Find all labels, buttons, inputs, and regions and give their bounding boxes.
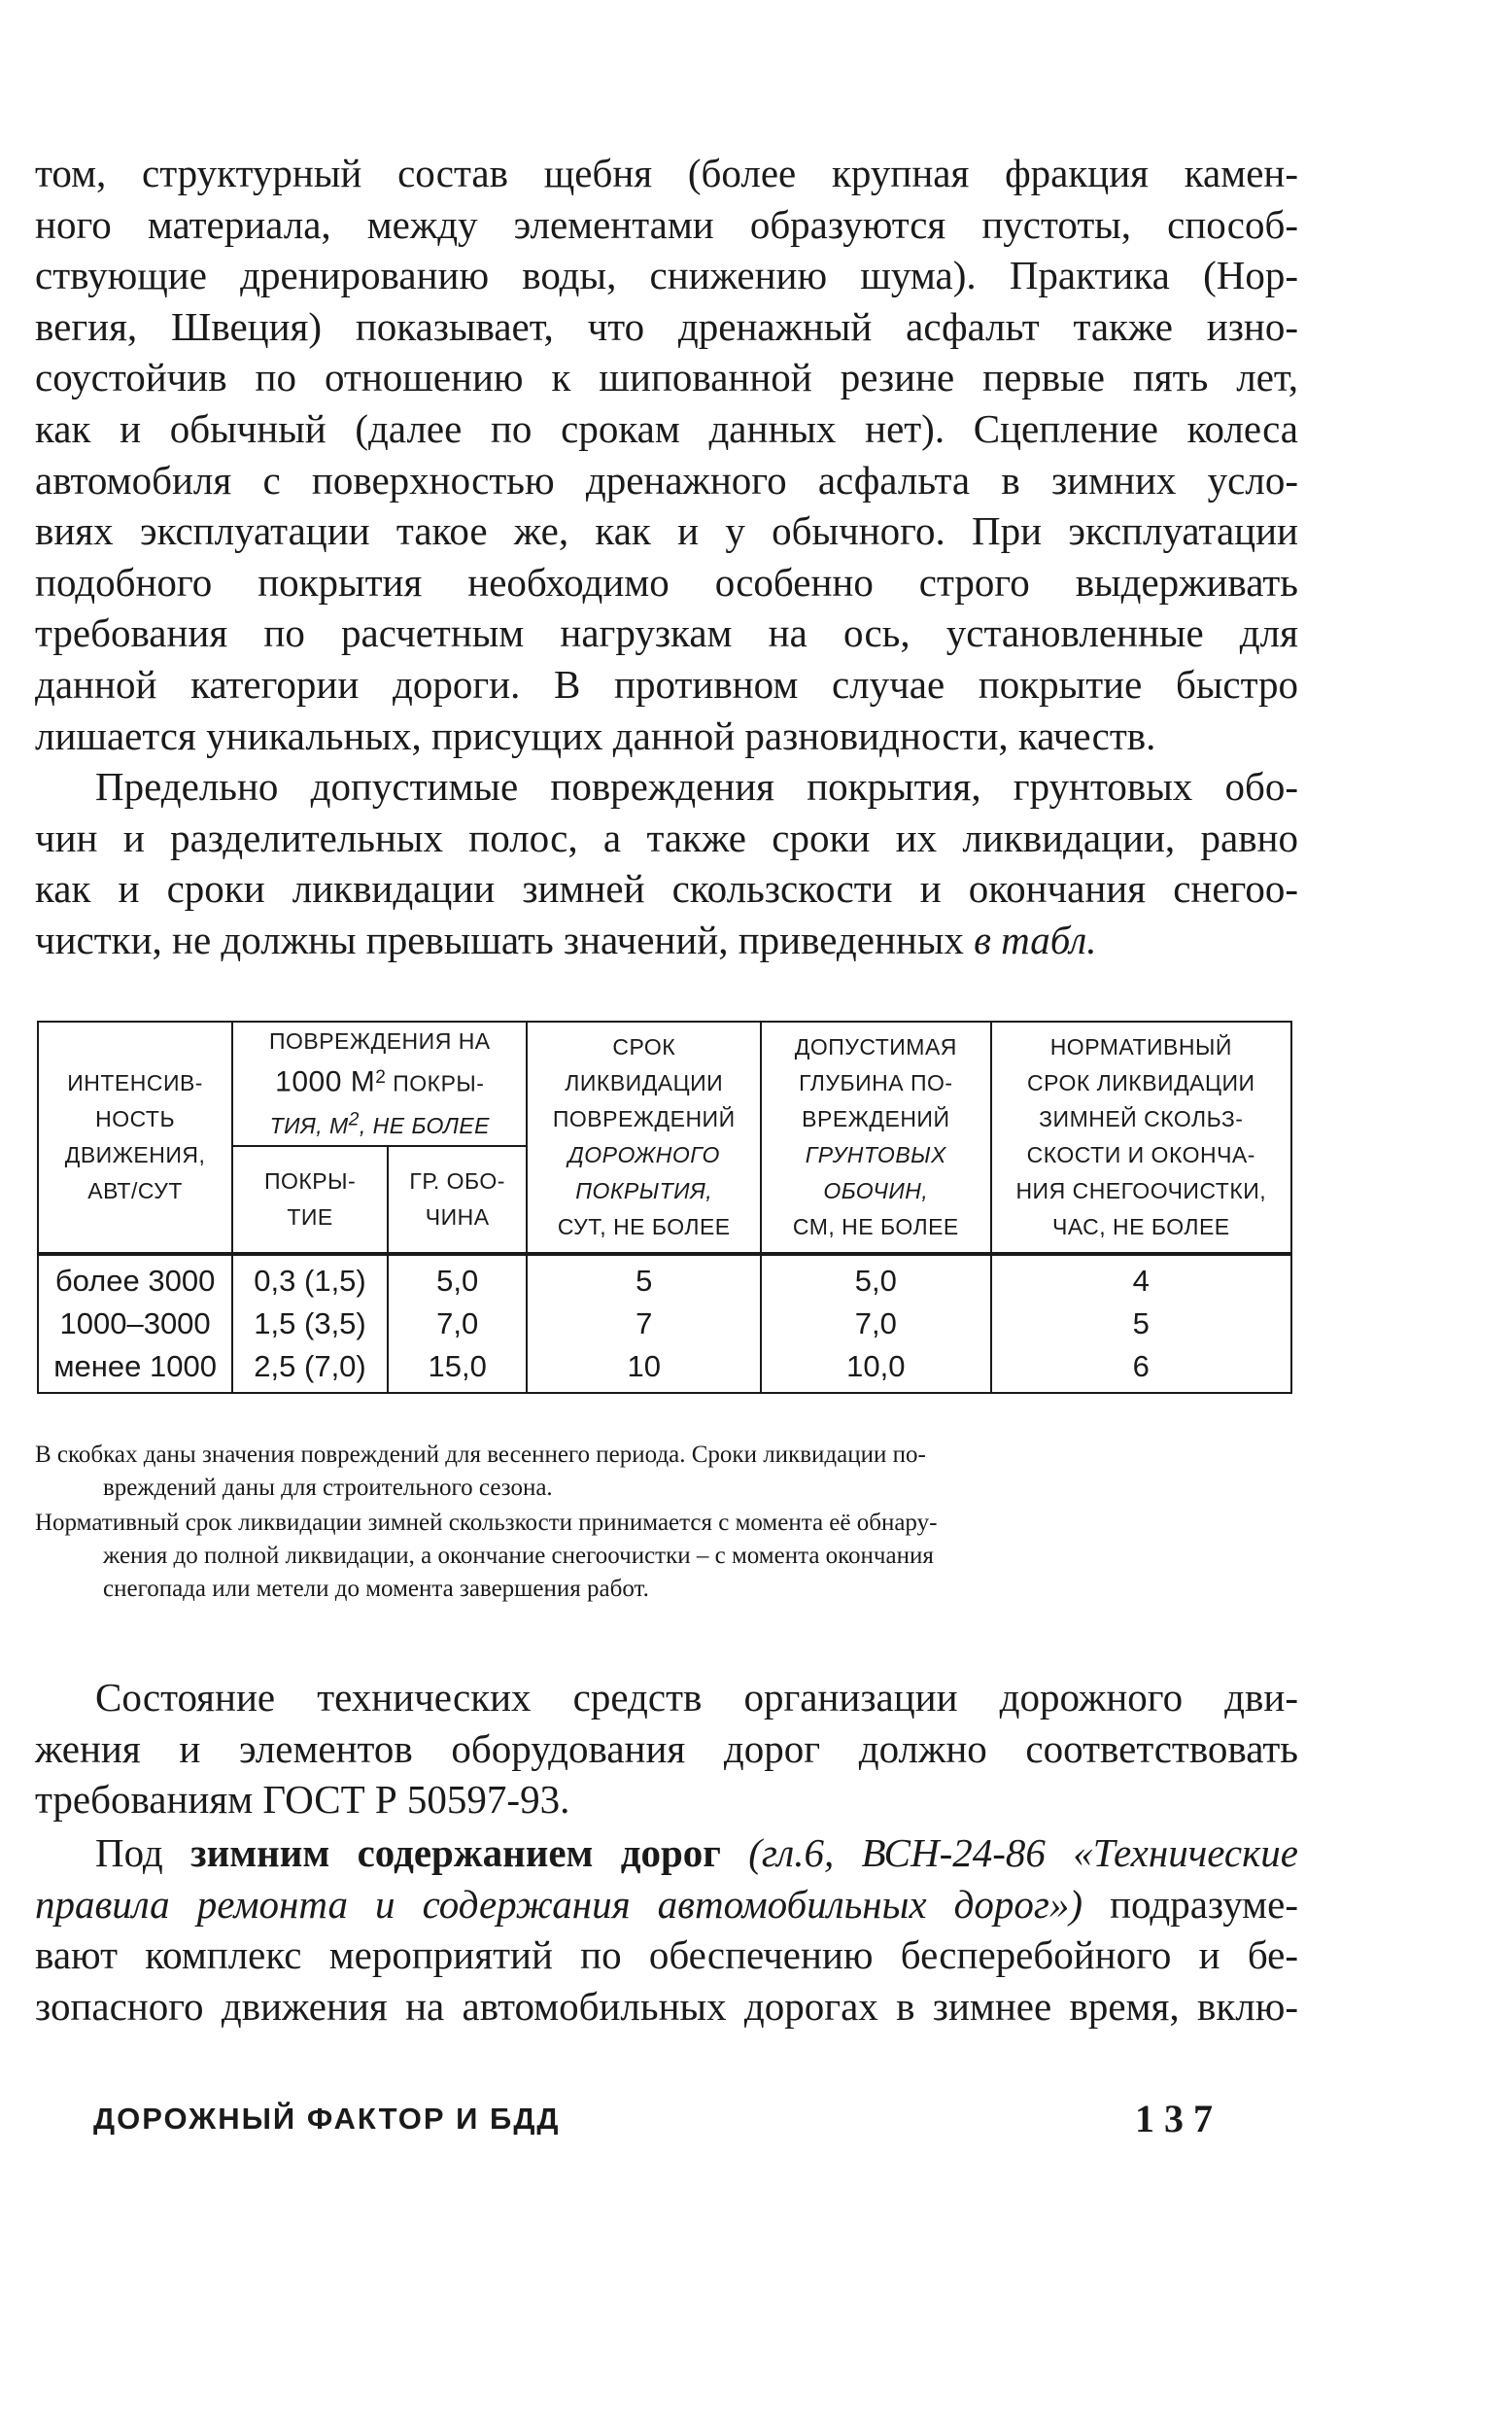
header-line: НОСТЬ bbox=[95, 1106, 176, 1131]
header-line: СРОК ЛИКВИДАЦИИ bbox=[1027, 1070, 1255, 1095]
header-line: СУТ, НЕ БОЛЕЕ bbox=[557, 1214, 731, 1239]
text-line: требования по расчетным нагрузкам на ось, установленные для bbox=[35, 610, 1298, 656]
header-line: ГР. ОБО- bbox=[409, 1168, 505, 1194]
table-cell: 0,3 (1,5) bbox=[232, 1254, 388, 1303]
bold-term: зимним содержанием дорог bbox=[190, 1830, 721, 1875]
text-line: вают комплекс мероприятий по обеспечению бесперебойного и бе- bbox=[35, 1932, 1298, 1978]
text-line: лишается уникальных, присущих данной разновидности, качеств. bbox=[35, 713, 1156, 758]
header-line: 1000 М bbox=[275, 1065, 376, 1098]
header-line: НОРМАТИВНЫЙ bbox=[1049, 1034, 1232, 1060]
header-traffic-intensity bbox=[38, 1022, 232, 1254]
header-line: ГРУНТОВЫХ bbox=[805, 1142, 946, 1167]
header-pavement-repair-term bbox=[527, 1022, 761, 1254]
header-line: ЧАС, НЕ БОЛЕЕ bbox=[1051, 1214, 1230, 1239]
table-cell: 4 bbox=[991, 1254, 1291, 1303]
table-note-spring bbox=[35, 1439, 1298, 1505]
table-row bbox=[38, 1345, 1291, 1393]
text-line: ствующие дренированию воды, снижению шума). Практика (Нор- bbox=[35, 253, 1298, 298]
text-line: Состояние технических средств организации дорожного дви- bbox=[95, 1675, 1298, 1720]
table-note-winter bbox=[35, 1507, 1298, 1606]
note-line: вреждений даны для строительного сезона. bbox=[103, 1475, 553, 1501]
header-line: ИНТЕНСИВ- bbox=[67, 1070, 203, 1095]
paragraph-drainage-asphalt bbox=[35, 148, 1298, 761]
note-line: В скобках даны значения повреждений для весеннего периода. Сроки ликвидации по- bbox=[35, 1442, 926, 1468]
header-damage-per-1000m2 bbox=[232, 1022, 527, 1146]
header-line: ДВИЖЕНИЯ, bbox=[64, 1142, 206, 1167]
page-number: 137 bbox=[1135, 2097, 1222, 2140]
header-pavement bbox=[232, 1146, 388, 1254]
text-line: требованиям ГОСТ Р 50597-93. bbox=[35, 1777, 570, 1823]
paragraph-winter-maintenance bbox=[35, 1827, 1298, 2032]
table-cell: 1000–3000 bbox=[38, 1303, 232, 1345]
text-line: виях эксплуатации такое же, как и у обычного. При эксплуатации bbox=[35, 508, 1298, 554]
header-winter-norm-term bbox=[991, 1022, 1291, 1254]
table-cell: 15,0 bbox=[388, 1345, 528, 1393]
header-line: НИЯ СНЕГООЧИСТКИ, bbox=[1015, 1178, 1267, 1203]
text-line: жения и элементов оборудования дорог должно соответствовать bbox=[35, 1725, 1298, 1771]
header-line: ПОКРЫ- bbox=[386, 1070, 485, 1096]
italic-citation: правила ремонта и содержания автомобильных дорог») bbox=[35, 1881, 1083, 1927]
header-line bbox=[269, 1109, 491, 1139]
text-segment: подразуме- bbox=[1082, 1881, 1298, 1927]
header-line: ЧИНА bbox=[425, 1204, 490, 1230]
table-cell: 5 bbox=[527, 1254, 761, 1303]
text-line: данной категории дороги. В противном случае покрытие быстро bbox=[35, 661, 1298, 707]
text-line bbox=[35, 915, 1298, 966]
table-cell: 5,0 bbox=[388, 1254, 528, 1303]
table-cell: 2,5 (7,0) bbox=[232, 1345, 388, 1393]
text-line: чин и разделительных полос, а также сроки их ликвидации, равно bbox=[35, 815, 1298, 860]
table-cell: 7 bbox=[527, 1303, 761, 1345]
text-line bbox=[35, 1827, 1298, 1879]
header-line: ЗИМНЕЙ СКОЛЬЗ- bbox=[1039, 1106, 1244, 1131]
table-cell: 7,0 bbox=[761, 1303, 991, 1345]
table-row bbox=[38, 1254, 1291, 1303]
table-cell: 6 bbox=[991, 1345, 1291, 1393]
table-cell: менее 1000 bbox=[38, 1345, 232, 1393]
header-line: АВТ/СУТ bbox=[87, 1178, 183, 1203]
header-shoulder bbox=[388, 1146, 528, 1254]
text-line: автомобиля с поверхностью дренажного асфальта в зимних усло- bbox=[35, 457, 1298, 503]
table-cell: 5,0 bbox=[761, 1254, 991, 1303]
superscript: 2 bbox=[348, 1109, 360, 1130]
header-allowed-shoulder-depth bbox=[761, 1022, 991, 1254]
header-line: ПОКРЫ- bbox=[263, 1168, 357, 1194]
text-line: ного материала, между элементами образуются пустоты, способ- bbox=[35, 201, 1298, 247]
header-line: ПОВРЕЖДЕНИЯ НА bbox=[268, 1027, 491, 1054]
header-segment: ТИЯ, М bbox=[269, 1113, 349, 1139]
paragraph-damage-limits bbox=[35, 761, 1298, 965]
header-line: ТИЕ bbox=[287, 1204, 333, 1230]
note-line: жения до полной ликвидации, а окончание снегоочистки – с момента окончания bbox=[103, 1543, 934, 1569]
note-line: снегопада или метели до момента завершения работ. bbox=[103, 1576, 649, 1602]
table-cell: 7,0 bbox=[388, 1303, 528, 1345]
table-row bbox=[38, 1303, 1291, 1345]
text-line: подобного покрытия необходимо особенно строго выдерживать bbox=[35, 559, 1298, 605]
header-segment: , НЕ БОЛЕЕ bbox=[359, 1113, 491, 1139]
italic-citation: (гл.6, ВСН-24-86 «Технические bbox=[720, 1830, 1298, 1875]
header-line: ДОПУСТИМАЯ bbox=[794, 1034, 957, 1060]
running-footer-title: ДОРОЖНЫЙ ФАКТОР И БДД bbox=[93, 2102, 561, 2136]
text-line: вегия, Швеция) показывает, что дренажный асфальт также изно- bbox=[35, 303, 1298, 349]
text-line bbox=[35, 1879, 1298, 1930]
damage-norms-table bbox=[37, 1021, 1292, 1394]
text-segment: Под bbox=[95, 1830, 191, 1875]
header-line: СКОСТИ И ОКОНЧА- bbox=[1026, 1142, 1255, 1167]
paragraph-gost bbox=[35, 1672, 1298, 1825]
text-line: Предельно допустимые повреждения покрытия, грунтовых обо- bbox=[95, 764, 1298, 809]
header-line: ОБОЧИН, bbox=[823, 1178, 929, 1203]
superscript: 2 bbox=[375, 1066, 387, 1088]
text-line: как и обычный (далее по срокам данных нет). Сцепление колеса bbox=[35, 405, 1298, 451]
header-line: ВРЕЖДЕНИЙ bbox=[802, 1106, 950, 1131]
header-line: ДОРОЖНОГО bbox=[567, 1142, 720, 1167]
table-cell: 10,0 bbox=[761, 1345, 991, 1393]
table-cell: более 3000 bbox=[38, 1254, 232, 1303]
text-segment: чистки, не должны превышать значений, приведенных bbox=[35, 917, 975, 962]
header-line: ПОВРЕЖДЕНИЙ bbox=[552, 1106, 736, 1131]
text-line: том, структурный состав щебня (более крупная фракция камен- bbox=[35, 151, 1298, 195]
text-line: как и сроки ликвидации зимней скользскости и окончания снегоо- bbox=[35, 866, 1298, 912]
text-line: соустойчив по отношению к шипованной резине первые пять лет, bbox=[35, 355, 1298, 400]
note-line: Нормативный срок ликвидации зимней скользкости принимается с момента её обнару- bbox=[35, 1510, 938, 1536]
header-line: ПОКРЫТИЯ, bbox=[575, 1178, 713, 1203]
table-reference: в табл. bbox=[974, 917, 1097, 962]
header-line: ЛИКВИДАЦИИ bbox=[565, 1070, 724, 1095]
header-line: СМ, НЕ БОЛЕЕ bbox=[792, 1214, 959, 1239]
text-line: зопасного движения на автомобильных дорогах в зимнее время, вклю- bbox=[35, 1983, 1298, 2029]
table-cell: 10 bbox=[527, 1345, 761, 1393]
table-cell: 1,5 (3,5) bbox=[232, 1303, 388, 1345]
table-cell: 5 bbox=[991, 1303, 1291, 1345]
header-line: ГЛУБИНА ПО- bbox=[799, 1070, 953, 1095]
header-line: СРОК bbox=[612, 1034, 676, 1060]
